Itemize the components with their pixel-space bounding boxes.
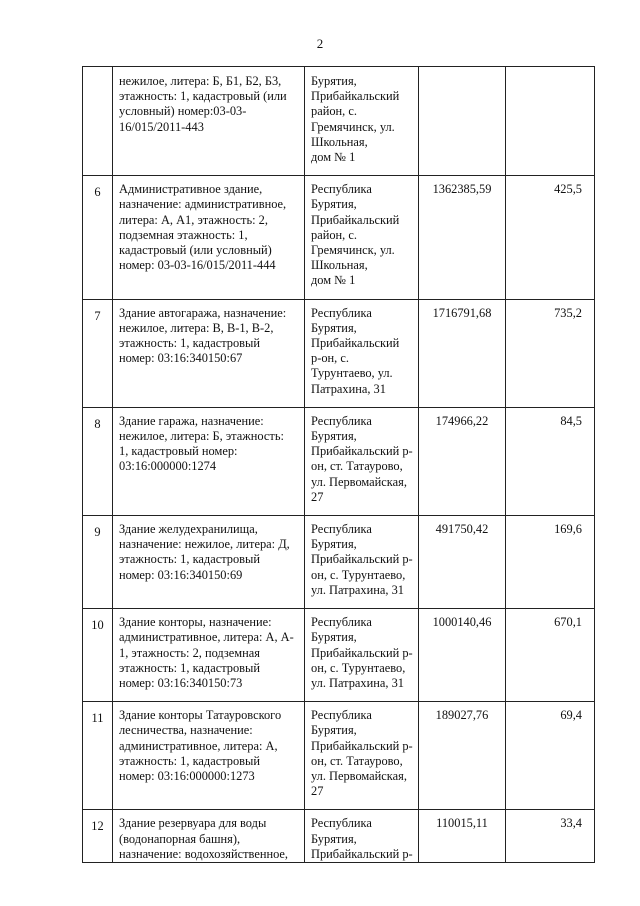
row-number: 8 [94, 416, 101, 431]
row-number: 9 [94, 525, 101, 540]
object-cost: 189027,76 [435, 708, 489, 723]
object-address: Республика Бурятия, Прибайкальский район, с. Гремячинск, ул. Школьная, дом № 1 [311, 182, 400, 288]
object-area: 169,6 [554, 522, 582, 537]
object-address: Республика Бурятия, Прибайкальский р- [311, 816, 413, 861]
area-cell [506, 67, 595, 176]
cost-cell [419, 299, 506, 407]
description-cell [113, 299, 305, 407]
row-number: 11 [91, 711, 104, 726]
description-cell [113, 810, 305, 863]
object-area [506, 67, 594, 73]
description-cell [113, 407, 305, 515]
row-number-cell [83, 702, 113, 810]
row-number: 12 [91, 819, 104, 834]
object-address: Республика Бурятия, Прибайкальский р- он, ст. Татаурово, ул. Первомайская, 27 [311, 413, 413, 504]
object-area: 670,1 [554, 615, 582, 630]
table-row [83, 299, 595, 407]
object-cost: 491750,42 [435, 522, 489, 537]
row-number-cell [83, 67, 113, 176]
address-cell [305, 67, 419, 176]
object-area: 84,5 [560, 413, 582, 428]
table-row [83, 407, 595, 515]
table-row [83, 810, 595, 863]
address-cell [305, 609, 419, 702]
row-number-cell [83, 407, 113, 515]
cost-cell [419, 810, 506, 863]
description-cell [113, 516, 305, 609]
row-number-cell [83, 609, 113, 702]
area-cell [506, 176, 595, 299]
object-address: Республика Бурятия, Прибайкальский р- он, ст. Татаурово, ул. Первомайская, 27 [311, 708, 413, 799]
description-cell [113, 176, 305, 299]
description-cell [113, 609, 305, 702]
object-description: Административное здание, назначение: административное, литера: А, А1, этажность: 2, подземная этажность: 1, кадастровый (или условный) номер: 03-03-16/015/2011-444 [119, 182, 287, 273]
address-cell [305, 176, 419, 299]
row-number-cell [83, 176, 113, 299]
table-row [83, 516, 595, 609]
cost-cell [419, 67, 506, 176]
table-row [83, 67, 595, 176]
property-table [82, 66, 595, 863]
object-area: 735,2 [554, 305, 582, 320]
area-cell [506, 299, 595, 407]
row-number: 7 [94, 308, 101, 323]
page-number: 2 [316, 36, 324, 51]
area-cell [506, 516, 595, 609]
row-number [83, 67, 112, 76]
object-area: 33,4 [560, 816, 582, 831]
address-cell [305, 299, 419, 407]
object-description: нежилое, литера: Б, Б1, Б2, Б3, этажность: 1, кадастровый (или условный) номер:03-03- 16/015/2011-443 [119, 74, 287, 134]
object-area: 69,4 [560, 708, 582, 723]
row-number-cell [83, 299, 113, 407]
address-cell [305, 810, 419, 863]
object-cost: 110015,11 [436, 816, 488, 831]
cost-cell [419, 516, 506, 609]
object-cost: 1716791,68 [432, 305, 492, 320]
address-cell [305, 516, 419, 609]
object-cost: 174966,22 [435, 413, 489, 428]
area-cell [506, 609, 595, 702]
description-cell [113, 67, 305, 176]
object-address: Республика Бурятия, Прибайкальский р- он, с. Турунтаево, ул. Патрахина, 31 [311, 615, 413, 690]
table-row [83, 609, 595, 702]
object-description: Здание конторы Татауровского лесничества, назначение: административное, литера: А, этажность: 1, кадастровый номер: 03:16:000000:1273 [119, 708, 282, 783]
cost-cell [419, 176, 506, 299]
object-address: Республика Бурятия, Прибайкальский р-он, с. Турунтаево, ул. Патрахина, 31 [311, 305, 400, 396]
object-area: 425,5 [554, 182, 582, 197]
cost-cell [419, 609, 506, 702]
object-cost: 1362385,59 [432, 182, 492, 197]
object-address: Республика Бурятия, Прибайкальский р- он, с. Турунтаево, ул. Патрахина, 31 [311, 522, 413, 597]
cost-cell [419, 702, 506, 810]
cost-cell [419, 407, 506, 515]
object-description: Здание автогаража, назначение: нежилое, литера: В, В-1, В-2, этажность: 1, кадастровый номер: 03:16:340150:67 [119, 305, 287, 366]
table-row [83, 702, 595, 810]
address-cell [305, 702, 419, 810]
object-description: Здание резервуара для воды (водонапорная башня), назначение: водохозяйственное, [119, 816, 289, 861]
object-cost [419, 67, 505, 73]
description-cell [113, 702, 305, 810]
object-description: Здание желудехранилища, назначение: нежилое, литера: Д, этажность: 1, кадастровый номер: 03:16:340150:69 [119, 522, 290, 582]
object-description: Здание конторы, назначение: административное, литера: А, А- 1, этажность: 2, подземная этажность: 1, кадастровый номер: 03:16:340150:73 [119, 615, 294, 690]
area-cell [506, 407, 595, 515]
object-address: Бурятия, Прибайкальский район, с. Гремячинск, ул. Школьная, дом № 1 [311, 74, 400, 165]
object-description: Здание гаража, назначение: нежилое, литера: Б, этажность: 1, кадастровый номер: 03:16:000000:1274 [119, 413, 284, 474]
row-number-cell [83, 516, 113, 609]
row-number: 10 [91, 618, 104, 633]
object-cost: 1000140,46 [432, 615, 492, 630]
table-row [83, 176, 595, 299]
area-cell [506, 702, 595, 810]
area-cell [506, 810, 595, 863]
row-number: 6 [94, 185, 101, 200]
address-cell [305, 407, 419, 515]
row-number-cell [83, 810, 113, 863]
